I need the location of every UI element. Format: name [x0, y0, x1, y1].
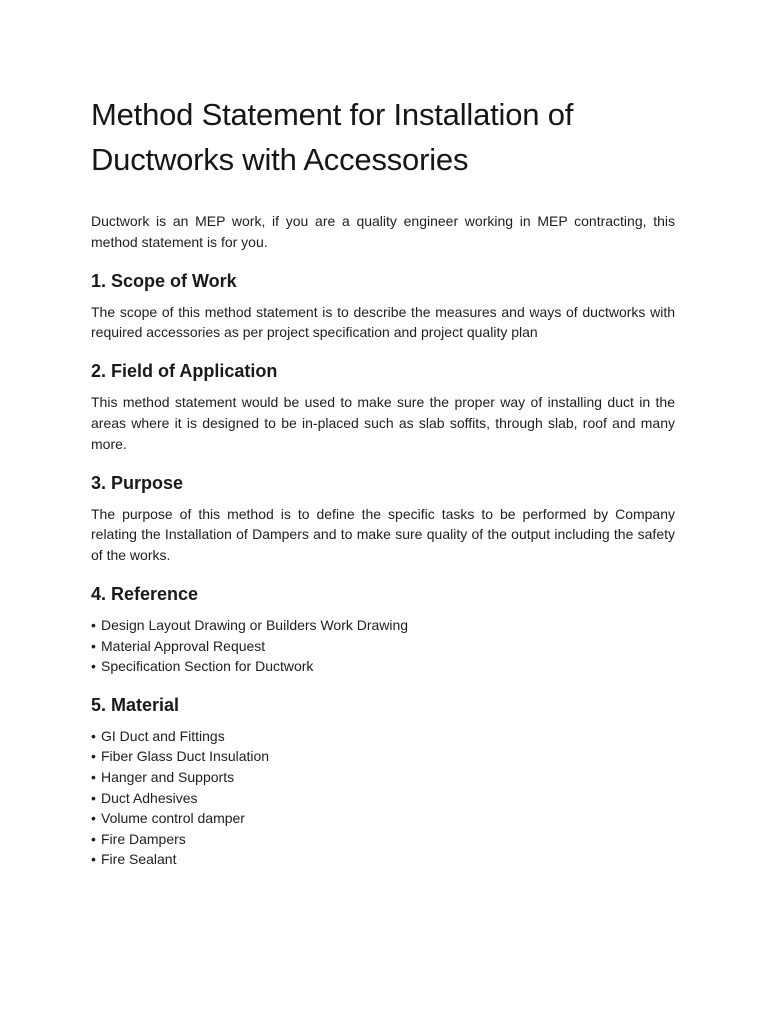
section-field-text: This method statement would be used to make sure the proper way of installing duct in the areas where it is designed to be in-placed such as slab soffits, through slab, roof and many more.: [91, 394, 675, 452]
list-item: [91, 808, 675, 829]
material-list: [91, 726, 675, 870]
bullet-icon: •: [91, 851, 96, 868]
document-title: [91, 92, 675, 182]
list-item: [91, 788, 675, 809]
section-material-heading: 5. Material: [91, 694, 180, 715]
section-purpose-heading: 3. Purpose: [91, 472, 184, 493]
document-title-line-1: Method Statement for Installation of: [91, 97, 574, 132]
bullet-icon: •: [91, 830, 96, 847]
bullet-icon: •: [91, 789, 96, 806]
bullet-icon: •: [91, 658, 96, 675]
section-purpose: [91, 470, 675, 566]
bullet-icon: •: [91, 768, 96, 785]
list-item: [91, 656, 675, 677]
list-item-text: Volume control damper: [101, 810, 245, 827]
bullet-icon: •: [91, 616, 96, 633]
document-title-line-2: Ductworks with Accessories: [91, 142, 469, 177]
list-item-text: Material Approval Request: [101, 637, 266, 654]
list-item-text: Fire Sealant: [101, 851, 177, 868]
list-item: [91, 767, 675, 788]
bullet-icon: •: [91, 748, 96, 765]
section-field-of-application: [91, 358, 675, 454]
section-scope-heading: 1. Scope of Work: [91, 270, 237, 291]
list-item: [91, 849, 675, 870]
bullet-icon: •: [91, 727, 96, 744]
list-item: [91, 636, 675, 657]
list-item-text: Fiber Glass Duct Insulation: [101, 748, 270, 765]
list-item-text: Fire Dampers: [101, 830, 186, 847]
list-item: [91, 746, 675, 767]
bullet-icon: •: [91, 810, 96, 827]
list-item-text: Duct Adhesives: [101, 789, 198, 806]
intro-block: [91, 211, 675, 253]
section-reference-heading: 4. Reference: [91, 583, 199, 604]
list-item-text: Specification Section for Ductwork: [101, 658, 314, 675]
section-reference: [91, 581, 675, 677]
list-item: [91, 615, 675, 636]
bullet-icon: •: [91, 637, 96, 654]
section-field-heading: 2. Field of Application: [91, 361, 278, 382]
document-page: [91, 92, 675, 870]
reference-list: [91, 615, 675, 677]
section-material: [91, 692, 675, 870]
list-item: [91, 829, 675, 850]
list-item-text: Hanger and Supports: [101, 768, 235, 785]
list-item-text: Design Layout Drawing or Builders Work Drawing: [101, 616, 409, 633]
intro-paragraph: Ductwork is an MEP work, if you are a quality engineer working in MEP contracting, this method statement is for you.: [91, 213, 675, 250]
section-scope-text: The scope of this method statement is to describe the measures and ways of ductworks with required accessories as per project specification and project quality plan: [91, 303, 675, 341]
section-scope: [91, 268, 675, 344]
section-purpose-text: The purpose of this method is to define the specific tasks to be performed by Company relating the Installation of Dampers and to make sure quality of the output including the safety of the works.: [91, 505, 675, 564]
list-item: [91, 726, 675, 747]
list-item-text: GI Duct and Fittings: [101, 727, 225, 744]
